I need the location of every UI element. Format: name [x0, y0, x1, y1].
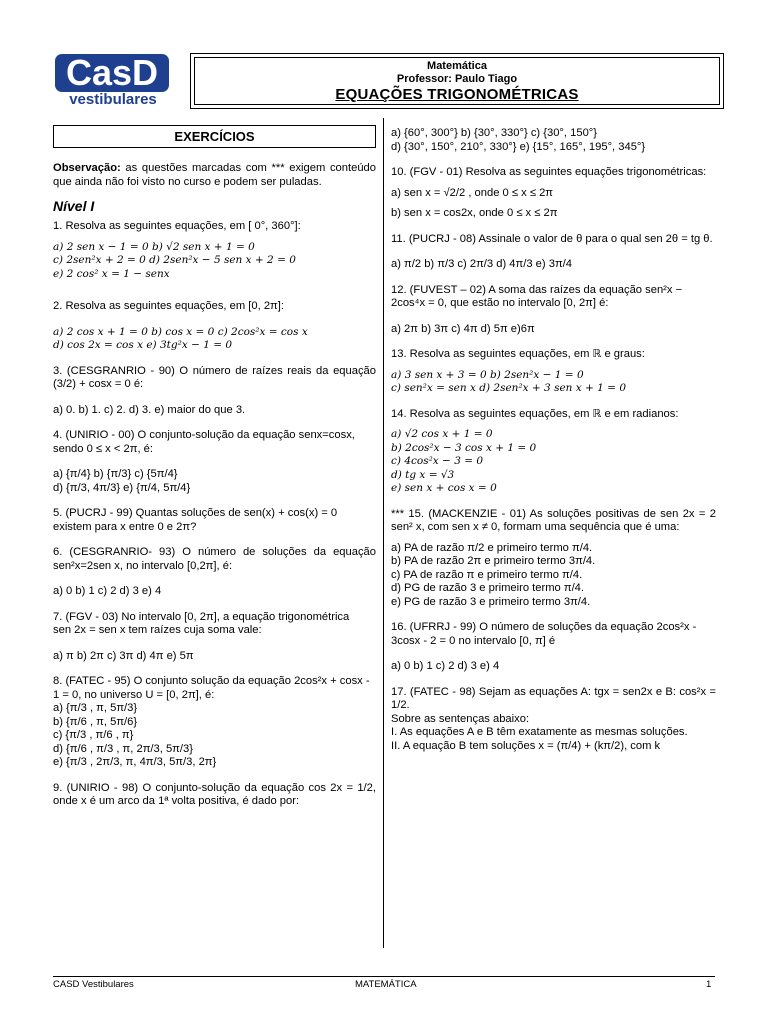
- q1-statement: 1. Resolva as seguintes equações, em [ 0°, 360°]:: [53, 220, 301, 232]
- observation-label: Observação:: [53, 162, 121, 174]
- logo-mark: CasD: [55, 54, 169, 92]
- q8-statement: 8. (FATEC - 95) O conjunto solução da equação 2cos²x + cosx - 1 = 0, no universo U = [0, 2π], é:: [53, 675, 370, 701]
- q14-option-c: c) 4cos²x − 3 = 0: [391, 455, 484, 467]
- column-divider: [383, 118, 384, 948]
- q14-option-a: a) √2 cos x + 1 = 0: [391, 428, 493, 440]
- q9-statement: 9. (UNIRIO - 98) O conjunto-solução da equação cos 2x = 1/2, onde x é um arco da 1ª volta positiva, é dado por:: [53, 781, 376, 807]
- q4-options-de: d) {π/3, 4π/3} e) {π/4, 5π/4}: [53, 481, 191, 494]
- q13-options-cd: c) sen²x = sen x d) 2sen²x + 3 sen x + 1 = 0: [391, 382, 626, 394]
- q9-options-abc: a) {60°, 300°} b) {30°, 330°} c) {30°, 150°}: [391, 127, 597, 139]
- header-subject: Matemática: [427, 60, 487, 72]
- q11-options: a) π/2 b) π/3 c) 2π/3 d) 4π/3 e) 3π/4: [391, 258, 572, 270]
- q14-statement: 14. Resolva as seguintes equações, em ℝ e em radianos:: [391, 407, 679, 420]
- q8-option-a: a) {π/3 , π, 5π/3}: [53, 702, 138, 714]
- footer-center: MATEMÁTICA: [355, 979, 417, 990]
- left-column: [53, 125, 376, 809]
- q17-intro: Sobre as sentenças abaixo:: [391, 712, 530, 725]
- q15-option-b: b) PA de razão 2π e primeiro termo 3π/4.: [391, 555, 596, 567]
- q16-statement: 16. (UFRRJ - 99) O número de soluções da equação 2cos²x - 3cosx - 2 = 0 no intervalo [0, π] é: [391, 621, 697, 647]
- q10-option-a: a) sen x = √2/2 , onde 0 ≤ x ≤ 2π: [391, 186, 554, 199]
- q15-option-c: c) PA de razão π e primeiro termo π/4.: [391, 568, 583, 581]
- q17-item-ii: II. A equação B tem soluções x = (π/4) + (kπ/2), com k: [391, 739, 661, 752]
- q17-statement: 17. (FATEC - 98) Sejam as equações A: tgx = sen2x e B: cos²x = 1/2.: [391, 685, 716, 711]
- q14-option-e: e) sen x + cos x = 0: [391, 482, 497, 494]
- footer-rule: [53, 976, 715, 977]
- q13-options-ab: a) 3 sen x + 3 = 0 b) 2sen²x − 1 = 0: [391, 368, 584, 381]
- q7-options: a) π b) 2π c) 3π d) 4π e) 5π: [53, 649, 194, 662]
- header-inner: [194, 57, 720, 105]
- section-title: EXERCÍCIOS: [53, 125, 376, 148]
- q13-statement: 13. Resolva as seguintes equações, em ℝ e graus:: [391, 348, 645, 360]
- header-topic: EQUAÇÕES TRIGONOMÉTRICAS: [335, 86, 579, 103]
- q5-statement: 5. (PUCRJ - 99) Quantas soluções de sen(x) + cos(x) = 0 existem para x entre 0 e 2π?: [53, 507, 338, 533]
- q8-option-c: c) {π/3 , π/6 , π}: [53, 729, 134, 741]
- q7-statement: 7. (FGV - 03) No intervalo [0, 2π], a equação trigonométrica: [53, 610, 350, 623]
- q12-statement: 12. (FUVEST – 02) A soma das raízes da equação sen²x − 2cos⁴x = 0, que estão no intervalo [0, 2π] é:: [391, 283, 683, 309]
- q10-option-b: b) sen x = cos2x, onde 0 ≤ x ≤ 2π: [391, 207, 558, 219]
- right-column: [391, 127, 716, 753]
- q7-statement-cont: sen 2x = sen x tem raízes cuja soma vale:: [53, 624, 262, 636]
- q12-options: a) 2π b) 3π c) 4π d) 5π e)6π: [391, 322, 535, 335]
- q8-option-e: e) {π/3 , 2π/3, π, 4π/3, 5π/3, 2π}: [53, 756, 217, 768]
- q10-statement: 10. (FGV - 01) Resolva as seguintes equações trigonométricas:: [391, 166, 707, 178]
- q15-option-e: e) PG de razão 3 e primeiro termo 3π/4.: [391, 595, 591, 608]
- footer-left: CASD Vestibulares: [53, 979, 134, 990]
- q15-option-a: a) PA de razão π/2 e primeiro termo π/4.: [391, 541, 593, 554]
- logo-wordmark: vestibulares: [69, 91, 157, 108]
- q14-option-b: b) 2cos²x − 3 cos x + 1 = 0: [391, 441, 537, 454]
- q8-option-d: d) {π/6 , π/3 , π, 2π/3, 5π/3}: [53, 742, 193, 755]
- q15-option-d: d) PG de razão 3 e primeiro termo π/4.: [391, 582, 585, 594]
- q2-options-de: d) cos 2x = cos x e) 3tg²x − 1 = 0: [53, 339, 233, 351]
- q3-statement: 3. (CESGRANRIO - 90) O número de raízes reais da equação (3/2) + cosx = 0 é:: [53, 364, 376, 390]
- header-box: [190, 53, 724, 109]
- q9-options-de: d) {30°, 150°, 210°, 330°} e) {15°, 165°, 195°, 345°}: [391, 140, 646, 153]
- q3-options: a) 0. b) 1. c) 2. d) 3. e) maior do que 3.: [53, 403, 246, 416]
- q1-options-ab: a) 2 sen x − 1 = 0 b) √2 sen x + 1 = 0: [53, 240, 255, 253]
- q8-option-b: b) {π/6 , π, 5π/6}: [53, 715, 138, 728]
- q15-statement: *** 15. (MACKENZIE - 01) As soluções positivas de sen 2x = 2 sen² x, com sen x ≠ 0, formam uma sequência que é uma:: [391, 507, 716, 533]
- q11-statement: 11. (PUCRJ - 08) Assinale o valor de θ para o qual sen 2θ = tg θ.: [391, 232, 713, 245]
- q6-options: a) 0 b) 1 c) 2 d) 3 e) 4: [53, 585, 162, 597]
- q4-statement: 4. (UNIRIO - 00) O conjunto-solução da equação senx=cosx, sendo 0 ≤ x < 2π, é:: [53, 429, 355, 455]
- q14-option-d: d) tg x = √3: [391, 468, 455, 481]
- q4-options-abc: a) {π/4} b) {π/3} c) {5π/4}: [53, 468, 178, 480]
- q1-options-cd: c) 2sen²x + 2 = 0 d) 2sen²x − 5 sen x + 2 = 0: [53, 254, 296, 266]
- q17-item-i: I. As equações A e B têm exatamente as mesmas soluções.: [391, 726, 688, 738]
- header-teacher: Professor: Paulo Tiago: [396, 73, 518, 85]
- q6-statement: 6. (CESGRANRIO- 93) O número de soluções da equação sen²x=2sen x, no intervalo [0,2π], é:: [53, 546, 376, 572]
- q2-options-abc: a) 2 cos x + 1 = 0 b) cos x = 0 c) 2cos²x = cos x: [53, 325, 308, 338]
- observation-text: as questões marcadas com *** exigem conteúdo que ainda não foi visto no curso e podem ser puladas.: [53, 162, 376, 188]
- q16-options: a) 0 b) 1 c) 2 d) 3 e) 4: [391, 660, 500, 672]
- level-heading: Nível I: [53, 198, 95, 214]
- observation: [53, 162, 376, 189]
- q2-statement: 2. Resolva as seguintes equações, em [0, 2π]:: [53, 300, 284, 312]
- q1-options-e: e) 2 cos² x = 1 − senx: [53, 267, 170, 280]
- casd-logo: [55, 54, 171, 108]
- page-number: 1: [706, 979, 712, 990]
